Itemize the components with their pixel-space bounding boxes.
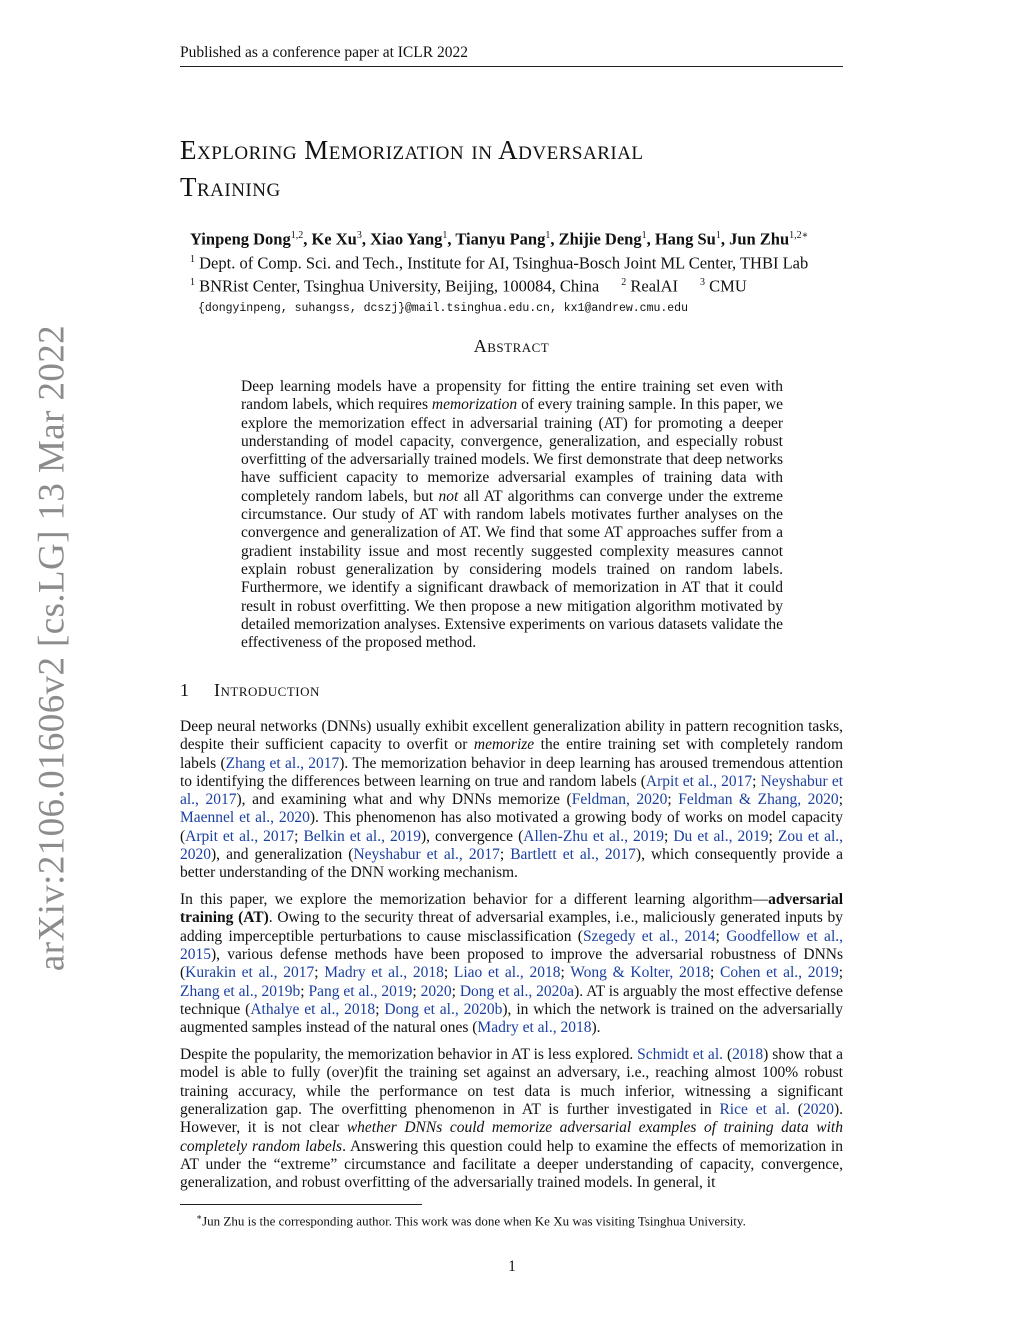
separator: ; — [838, 791, 843, 809]
emphasis: memorize — [473, 736, 535, 754]
author-separator: , — [303, 229, 312, 249]
separator: ; — [715, 927, 727, 945]
author-separator: , — [447, 229, 456, 249]
citation-link[interactable]: Liao et al., 2018 — [453, 964, 561, 982]
separator: ; — [294, 827, 304, 845]
author-affiliation-mark: 1 — [442, 230, 448, 241]
separator: ; — [300, 982, 309, 1000]
affiliation-2 — [190, 273, 850, 297]
text-segment: In this paper, we explore the memorization behavior for a different learning algorithm— — [180, 891, 769, 909]
affiliation-mark: 2 — [621, 277, 627, 288]
author-name: Tianyu Pang — [455, 229, 546, 249]
abstract-emphasis: memorization — [431, 396, 518, 414]
text-segment: ) show that a model is able to fully (over)fit the training set against an adversary, i.e., reaching almost 100% robust training accuracy, while the performance on test data is much inferior, witnessing a significant generalization gap. The overfitting phenomenon in AT is further investigated in — [180, 1046, 843, 1118]
emphasis: whether DNNs could memorize adversarial examples of training data with completely random labels — [180, 1119, 843, 1155]
introduction-body — [180, 718, 843, 1201]
title-line-2: Training — [180, 172, 281, 202]
citation-link[interactable]: Athalye et al., 2018 — [250, 1000, 376, 1018]
citation-link[interactable]: Arpit et al., 2017 — [645, 772, 753, 790]
citation-link[interactable]: Allen-Zhu et al., 2019 — [523, 827, 665, 845]
citation-link[interactable]: Pang et al., 2019 — [308, 982, 413, 1000]
abstract-heading: Abstract — [473, 336, 550, 356]
intro-paragraph-3 — [180, 1046, 843, 1192]
citation-link[interactable]: Goodfellow et al., 2015 — [180, 927, 843, 964]
citation-link[interactable]: Madry et al., 2018 — [324, 964, 444, 982]
affiliation-text: Dept. of Comp. Sci. and Tech., Institute for AI, Tsinghua-Bosch Joint ML Center, THBI Lab — [195, 253, 809, 272]
citation-link[interactable]: Du et al., 2019 — [673, 827, 769, 845]
section-heading-introduction — [180, 680, 843, 701]
abstract-segment: Deep learning models have a propensity for fitting the entire training set even with random labels, which requires — [241, 378, 783, 414]
affiliation-text: RealAI — [626, 276, 679, 296]
author-separator: , — [361, 229, 371, 249]
separator: ; — [499, 846, 511, 864]
text-segment: Despite the popularity, the memorization behavior in AT is less explored. — [180, 1046, 638, 1064]
affiliation-text: CMU — [705, 276, 747, 296]
footnote — [196, 1209, 846, 1229]
citation-link[interactable]: Dong et al., 2020a — [459, 982, 575, 1000]
text-segment: ), convergence ( — [420, 827, 524, 845]
citation-link[interactable]: Dong et al., 2020b — [384, 1000, 503, 1018]
text-segment: . Answering this question could help to examine the effects of memorization in AT under the “extreme” circumstance and facilitate a deeper understanding of capacity, convergence, generalization, and robust overfitting of the adversarially trained models. In general, it — [180, 1137, 843, 1192]
text-segment: . Owing to the security threat of adversarial examples, i.e., maliciously generated inputs by adding imperceptible perturbations to cause misclassification ( — [180, 909, 843, 945]
text-segment: ( — [789, 1100, 803, 1118]
separator: ; — [375, 1000, 385, 1018]
footnote-text: Jun Zhu is the corresponding author. This work was done when Ke Xu was visiting Tsinghua University. — [202, 1213, 746, 1229]
author-name: Xiao Yang — [370, 229, 443, 249]
citation-link[interactable]: Schmidt et al. — [637, 1046, 723, 1064]
affiliation-mark: 3 — [700, 277, 706, 288]
text-segment: Deep neural networks (DNNs) usually exhibit excellent generalization ability in pattern recognition tasks, despite their sufficient capacity to overfit or — [180, 718, 843, 754]
citation-link[interactable]: Szegedy et al., 2014 — [582, 927, 716, 945]
text-segment: ). AT is arguably the most effective defense technique ( — [180, 982, 843, 1018]
author-separator: , — [646, 229, 655, 249]
affiliation-text: BNRist Center, Tsinghua University, Beijing, 100084, China — [195, 276, 600, 296]
author-name: Zhijie Deng — [558, 229, 642, 249]
author-name: Hang Su — [654, 229, 716, 249]
running-header: Published as a conference paper at ICLR 2022 — [180, 44, 843, 67]
intro-paragraph-2 — [180, 891, 843, 1037]
citation-link[interactable]: 2020 — [420, 982, 452, 1000]
citation-link[interactable]: Wong & Kolter, 2018 — [570, 964, 710, 982]
author-affiliation-mark: 1 — [545, 230, 551, 241]
citation-link[interactable]: Bartlett et al., 2017 — [510, 846, 636, 864]
separator: ; — [443, 964, 454, 982]
separator: ; — [667, 791, 679, 809]
author-name: Yinpeng Dong — [190, 229, 291, 249]
citation-link[interactable]: Belkin et al., 2019 — [303, 827, 421, 845]
citation-link[interactable]: Neyshabur et al., 2017 — [353, 846, 500, 864]
arxiv-identifier-stamp: arXiv:2106.01606v2 [cs.LG] 13 Mar 2022 — [31, 324, 73, 972]
author-block — [190, 226, 850, 319]
citation-link[interactable]: Feldman & Zhang, 2020 — [678, 791, 839, 809]
text-segment: ), in which the network is trained on the adversarially augmented samples instead of the natural ones ( — [180, 1000, 843, 1037]
text-segment: ). The memorization behavior in deep learning has aroused tremendous attention to identifying the differences between learning on true and random labels ( — [180, 754, 843, 790]
footnote-rule — [180, 1204, 422, 1205]
page-number: 1 — [508, 1258, 516, 1275]
separator: ; — [838, 964, 844, 982]
abstract-segment: all AT algorithms can converge under the extreme circumstance. Our study of AT with random labels motivates further analyses on the convergence and generalization of AT. We find that some AT approaches suffer from a gradient instability issue and most recently suggested complexity measures cannot explain robust generalization by considering models trained on random labels. Furthermore, we identify a significant drawback of memorization in AT that it could result in robust overfitting. We then propose a new mitigation algorithm motivated by detailed memorization analyses. Extensive experiments on various datasets validate the effectiveness of the proposed method. — [241, 487, 783, 652]
paper-title — [180, 132, 843, 206]
text-segment: ). However, it is not clear — [180, 1100, 843, 1137]
separator: ; — [768, 827, 778, 845]
citation-link[interactable]: Zhang et al., 2019b — [180, 982, 301, 1000]
author-affiliation-mark: 1,2 — [290, 230, 304, 241]
separator: ; — [664, 827, 674, 845]
author-name: Ke Xu — [311, 229, 357, 249]
citation-link[interactable]: Cohen et al., 2019 — [720, 964, 839, 982]
author-affiliation-mark: 3 — [356, 230, 362, 241]
abstract-segment: of every training sample. In this paper, we explore the memorization effect in adversarial training (AT) for promoting a deeper understanding of model capacity, convergence, generalization, and especially robust overfitting of the adversarially trained models. We first demonstrate that deep networks have sufficient capacity to memorize adversarial examples of training data with completely random labels, but — [241, 396, 783, 505]
author-affiliation-mark: 1 — [641, 230, 647, 241]
citation-link[interactable]: 2020 — [802, 1100, 834, 1118]
title-line-1: Exploring Memorization in Adversarial — [180, 135, 644, 165]
citation-link[interactable]: Madry et al., 2018 — [477, 1019, 592, 1037]
author-list — [190, 226, 850, 250]
abstract-emphasis: not — [438, 487, 459, 505]
text-segment: ), various defense methods have been proposed to improve the adversarial robustness of DNNs ( — [180, 946, 843, 982]
author-separator: , — [720, 229, 730, 249]
separator: ; — [314, 964, 325, 982]
separator: ; — [451, 982, 460, 1000]
citation-link[interactable]: Neyshabur et al., 2017 — [180, 772, 844, 809]
author-emails: {dongyinpeng, suhangss, dcszj}@mail.tsinghua.edu.cn, kx1@andrew.cmu.edu — [198, 301, 688, 315]
bold-term: adversarial training (AT) — [180, 891, 843, 927]
affiliation-mark: 1 — [190, 277, 195, 288]
abstract-text — [241, 378, 783, 652]
section-title: Introduction — [214, 680, 320, 700]
affiliation-1 — [190, 250, 850, 274]
text-segment: ). This phenomenon has also motivated a growing body of works on model capacity ( — [180, 809, 843, 845]
citation-link[interactable]: Maennel et al., 2020 — [180, 809, 310, 827]
text-segment: ). — [591, 1019, 601, 1037]
section-number: 1 — [180, 680, 190, 700]
separator: ; — [412, 982, 421, 1000]
text-segment: ), and generalization ( — [211, 846, 354, 864]
author-affiliation-mark: 1,2∗ — [789, 230, 809, 241]
text-segment: the entire training set with completely random labels ( — [180, 736, 843, 772]
text-segment: ), and examining what and why DNNs memorize ( — [236, 791, 572, 809]
citation-link[interactable]: Feldman, 2020 — [571, 791, 668, 809]
separator: ; — [709, 964, 720, 982]
citation-link[interactable]: Kurakin et al., 2017 — [185, 964, 315, 982]
affiliation-mark: 1 — [190, 253, 195, 265]
footnote-mark: ∗ — [196, 1212, 203, 1222]
citation-link[interactable]: Rice et al. — [719, 1100, 790, 1118]
author-name: Jun Zhu — [729, 229, 790, 249]
text-segment: ( — [723, 1046, 733, 1064]
citation-link[interactable]: Arpit et al., 2017 — [185, 827, 295, 845]
author-affiliation-mark: 1 — [715, 230, 721, 241]
text-segment: ), which consequently provide a better understanding of the DNN working mechanism. — [180, 846, 843, 882]
citation-link[interactable]: Zhang et al., 2017 — [225, 754, 340, 772]
author-separator: , — [550, 229, 559, 249]
intro-paragraph-1 — [180, 718, 843, 883]
citation-link[interactable]: 2018 — [732, 1046, 764, 1064]
citation-link[interactable]: Zou et al., 2020 — [180, 827, 844, 864]
separator: ; — [752, 772, 761, 790]
separator: ; — [560, 964, 571, 982]
